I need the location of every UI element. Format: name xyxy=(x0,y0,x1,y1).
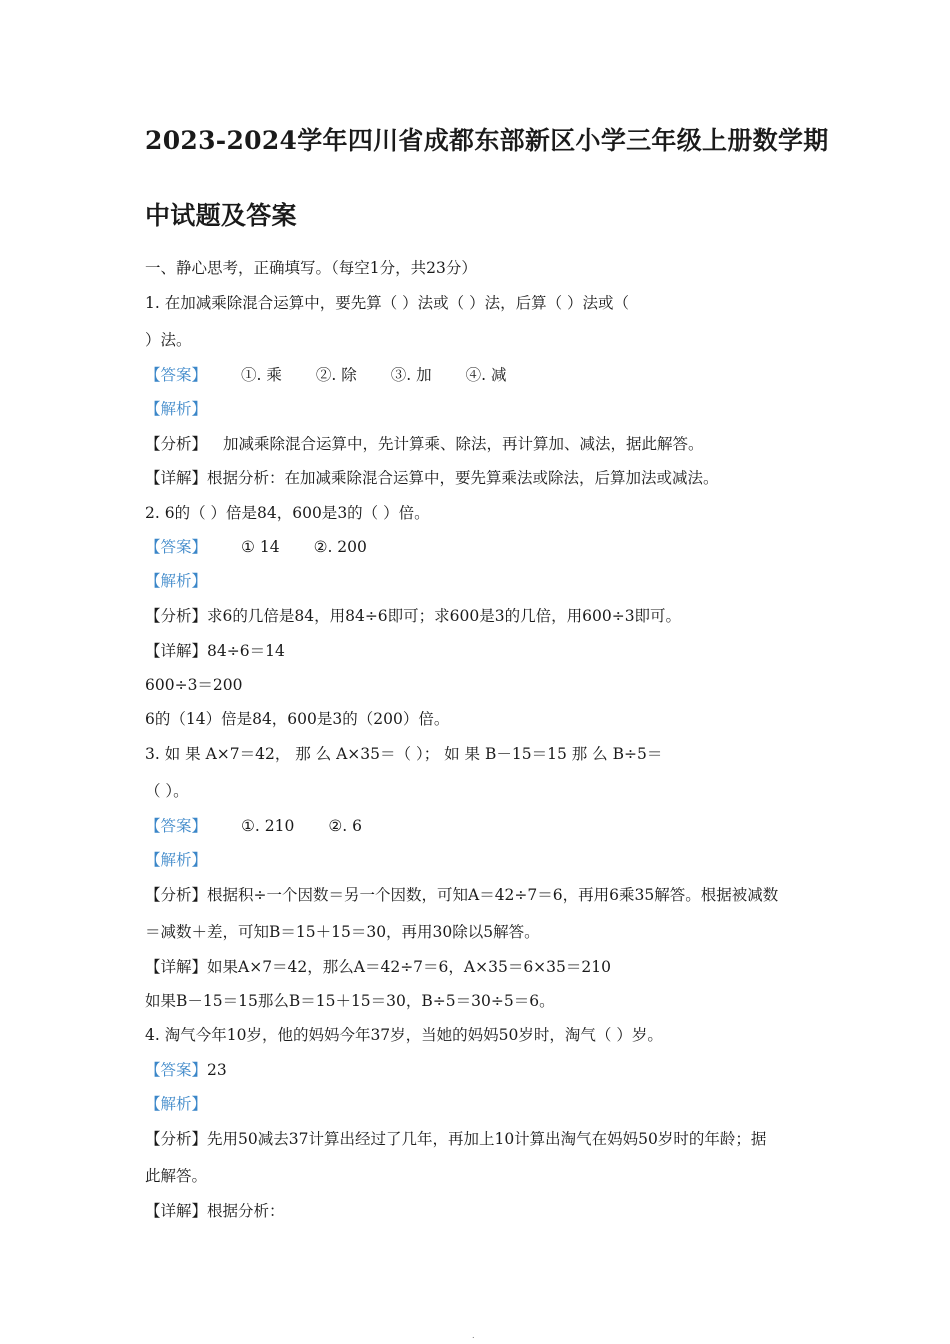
q4-fenxi-text1: 先用50减去37计算出经过了几年，再加上10计算出淘气在妈妈50岁时的年龄；据 xyxy=(207,1130,767,1148)
q3-xiangjie-row xyxy=(145,957,611,977)
q1-jiexi-tag: 【解析】 xyxy=(145,400,208,418)
xiangjie-tag: 【详解】 xyxy=(145,469,208,487)
fenxi-tag: 【分析】 xyxy=(145,607,208,625)
q1-xiangjie-row xyxy=(145,468,719,488)
q4-fenxi-row1 xyxy=(145,1129,766,1149)
q1-answer-3: ③. 加 xyxy=(390,366,432,384)
q3-text-line1: 3. 如 果 A×7＝42， 那 么 A×35＝（ ）； 如 果 B－15＝15 那 么 B÷5＝ xyxy=(145,745,663,763)
xiangjie-tag: 【详解】 xyxy=(145,958,208,976)
q2-fenxi-row xyxy=(145,606,681,626)
q3-b-line: 如果B－15＝15那么B＝15＋15＝30，B÷5＝30÷5＝6。 xyxy=(145,992,555,1010)
section-heading: 一、静心思考，正确填写。（每空1分，共23分） xyxy=(145,259,477,277)
fenxi-tag: 【分析】 xyxy=(145,435,208,453)
q2-answer-1: ① 14 xyxy=(241,538,280,556)
q3-answer-row xyxy=(145,816,362,836)
q2-calc-line: 600÷3＝200 xyxy=(145,676,243,694)
q3-fenxi-text2: ＝减数＋差，可知B＝15＋15＝30，再用30除以5解答。 xyxy=(145,923,540,941)
xiangjie-tag: 【详解】 xyxy=(145,1202,208,1220)
q3-jiexi-tag: 【解析】 xyxy=(145,851,208,869)
q4-xiangjie-row xyxy=(145,1201,285,1221)
doc-title-line1: 2023-2024学年四川省成都东部新区小学三年级上册数学期 xyxy=(145,126,829,155)
q1-answer-4: ④. 减 xyxy=(465,366,507,384)
q3-fenxi-text1: 根据积÷一个因数＝另一个因数，可知A＝42÷7＝6，再用6乘35解答。根据被减数 xyxy=(207,886,779,904)
q2-xiangjie-text: 84÷6＝14 xyxy=(207,642,285,660)
fenxi-tag: 【分析】 xyxy=(145,886,208,904)
q1-fenxi-row xyxy=(145,434,704,454)
q4-xiangjie-text: 根据分析： xyxy=(207,1202,285,1220)
q4-answer-row xyxy=(145,1060,227,1080)
q2-fenxi-text: 求6的几倍是84，用84÷6即可；求600是3的几倍，用600÷3即可。 xyxy=(207,607,682,625)
q2-answer-row xyxy=(145,537,367,557)
q1-text-line2: ）法。 xyxy=(145,331,192,349)
q2-answer-2: ②. 200 xyxy=(313,538,367,556)
q2-text-line1: 2. 6的（ ）倍是84，600是3的（ ）倍。 xyxy=(145,504,430,522)
q1-text-line1: 1. 在加减乘除混合运算中，要先算（ ）法或（ ）法，后算（ ）法或（ xyxy=(145,294,629,312)
q3-fenxi-row1 xyxy=(145,885,778,905)
q1-xiangjie-text: 根据分析：在加减乘除混合运算中，要先算乘法或除法，后算加法或减法。 xyxy=(207,469,719,487)
q3-answer-1: ①. 210 xyxy=(241,817,295,835)
answer-tag: 【答案】 xyxy=(145,817,208,835)
q1-answer-row xyxy=(145,365,506,385)
q1-fenxi-text: 加减乘除混合运算中，先计算乘、除法，再计算加、减法，据此解答。 xyxy=(223,435,704,453)
q4-text-line1: 4. 淘气今年10岁，他的妈妈今年37岁，当她的妈妈50岁时，淘气（ ）岁。 xyxy=(145,1026,663,1044)
q1-answer-2: ②. 除 xyxy=(315,366,357,384)
q3-answer-2: ②. 6 xyxy=(328,817,362,835)
fenxi-tag: 【分析】 xyxy=(145,1130,208,1148)
q2-result-line: 6的（14）倍是84，600是3的（200）倍。 xyxy=(145,710,450,728)
q3-text-line2: （ ）。 xyxy=(145,782,189,800)
q4-answer: 23 xyxy=(207,1061,227,1079)
q4-jiexi-tag: 【解析】 xyxy=(145,1095,208,1113)
q1-answer-1: ①. 乘 xyxy=(241,366,282,384)
q2-xiangjie-row xyxy=(145,641,285,661)
doc-title-line2: 中试题及答案 xyxy=(145,201,297,230)
q4-fenxi-text2: 此解答。 xyxy=(145,1167,208,1185)
q2-jiexi-tag: 【解析】 xyxy=(145,572,208,590)
answer-tag: 【答案】 xyxy=(145,538,208,556)
answer-tag: 【答案】 xyxy=(145,366,208,384)
q3-xiangjie-text: 如果A×7＝42，那么A＝42÷7＝6，A×35＝6×35＝210 xyxy=(207,958,611,976)
footer-mark: . xyxy=(472,1331,475,1340)
answer-tag: 【答案】 xyxy=(145,1061,208,1079)
xiangjie-tag: 【详解】 xyxy=(145,642,208,660)
